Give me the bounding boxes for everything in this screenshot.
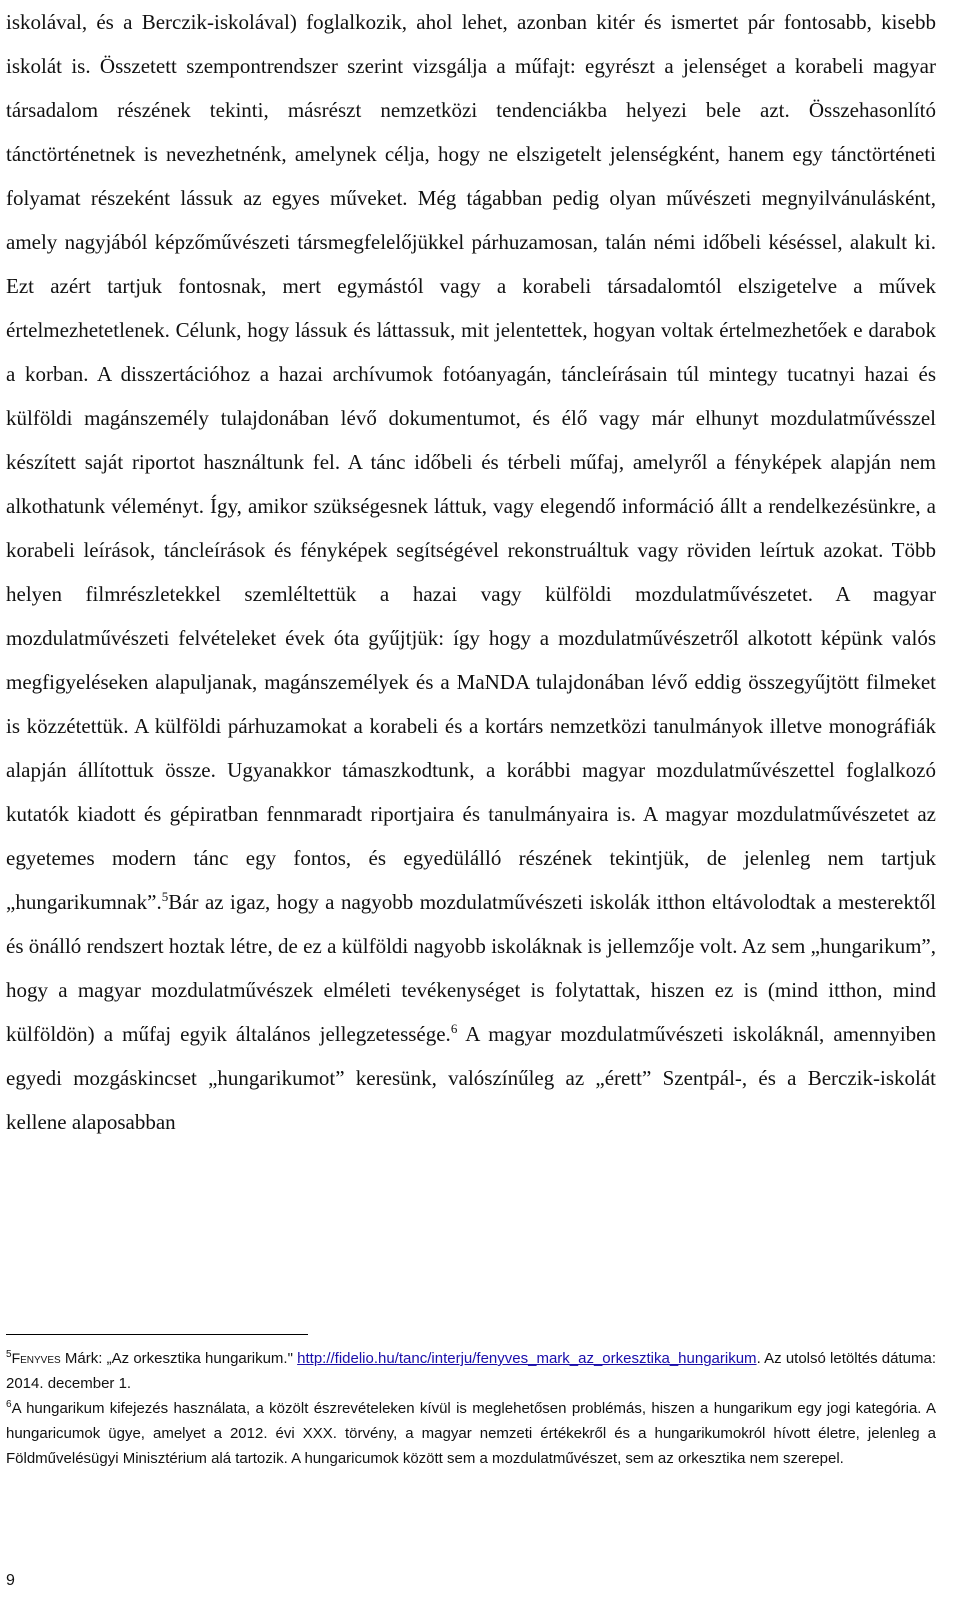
footnote-link[interactable]: http://fidelio.hu/tanc/interju/fenyves_mark_az_orkesztika_hungarikum <box>297 1350 757 1367</box>
footnotes <box>6 1346 936 1471</box>
page-number: 9 <box>6 1572 15 1589</box>
footnote-text: Márk: „Az orkesztika hungarikum." <box>60 1350 293 1367</box>
footnote-text: A hungarikum kifejezés használata, a közölt észrevételeken kívül is meglehetősen problémás, hiszen a hungarikum egy jogi kategória. A hungaricumok ügye, amelyet a 2012. évi XXX. törvény, a magyar nemzeti értékekről és a hungarikumokról hívott életre, jelenleg a Földművelésügyi Minisztérium alá tartozik. A hungaricumok között sem a mozdulatművészet, sem az orkesztika nem szerepel. <box>6 1400 936 1467</box>
footnote-number: 6 <box>6 1399 12 1410</box>
body-text-part-2: Bár az igaz, hogy a nagyobb mozdulatművészeti iskolák itthon eltávolodtak a mesterektől és önálló rendszert hoztak létre, de ez a külföldi nagyobb iskoláknak is jellemzője volt. Az sem „hungarikum”, hogy a magyar mozdulatművészek elméleti tevékenységet is folytattak, hiszen ez is (mind itthon, mind külföldön) a műfaj egyik általános jellegzetessége. <box>6 890 936 1046</box>
footnote-ref-6[interactable]: 6 <box>450 1021 458 1036</box>
footnote-6 <box>6 1396 936 1471</box>
footnote-ref-5[interactable]: 5 <box>161 889 169 904</box>
body-text-part-1: iskolával, és a Berczik-iskolával) foglalkozik, ahol lehet, azonban kitér és ismertet pár fontosabb, kisebb iskolát is. Összetett szempontrendszer szerint vizsgálja a műfajt: egyrészt a jelenséget a korabeli magyar társadalom részének tekinti, másrészt nemzetközi tendenciákba helyezi bele azt. Összehasonlító tánctörténetnek is nevezhetnénk, amelynek célja, hogy ne elszigetelt jelenségként, hanem egy tánctörténeti folyamat részeként lássuk az egyes műveket. Még tágabban pedig olyan művészeti megnyilvánulásként, amely nagyjából képzőművészeti társmegfelelőjükkel párhuzamosan, talán némi időbeli késéssel, alakult ki. Ezt azért tartjuk fontosnak, mert egymástól vagy a korabeli társadalomtól elszigetelve a művek értelmezhetetlenek. Célunk, hogy lássuk és láttassuk, mit jelentettek, hogyan voltak értelmezhetőek e darabok a korban. A disszertációhoz a hazai archívumok fotóanyagán, táncleírásain túl mintegy tucatnyi hazai és külföldi magánszemély tulajdonában lévő dokumentumot, és élő vagy már elhunyt mozdulatművésszel készített saját riportot használtunk fel. A tánc időbeli és térbeli műfaj, amelyről a fényképek alapján nem alkothatunk véleményt. Így, amikor szükségesnek láttuk, vagy elegendő információ állt a rendelkezésünkre, a korabeli leírások, táncleírások és fényképek segítségével rekonstruáltuk vagy röviden leírtuk azokat. Több helyen filmrészletekkel szemléltettük a hazai vagy külföldi mozdulatművészetet. A magyar mozdulatművészeti felvételeket évek óta gyűjtjük: így hogy a mozdulatművészetről alkotott képünk valós megfigyeléseken alapuljanak, magánszemélyek és a MaNDA tulajdonában lévő eddig összegyűjtött filmeket is közzétettük. A külföldi párhuzamokat a korabeli és a kortárs nemzetközi tanulmányok illetve monográfiák alapján állítottuk össze. Ugyanakkor támaszkodtunk, a korábbi magyar mozdulatművészettel foglalkozó kutatók kiadott és gépiratban fennmaradt riportjaira és tanulmányaira is. A magyar mozdulatművészetet az egyetemes modern tánc egy fontos, és egyedülálló részének tekintjük, de jelenleg nem tartjuk „hungarikumnak”. <box>6 10 936 914</box>
body-paragraph <box>6 0 936 1144</box>
footnote-5 <box>6 1346 936 1396</box>
footnote-separator <box>6 1334 308 1335</box>
body-text-part-3: A magyar mozdulatművészeti iskoláknál, amennyiben egyedi mozgáskincset „hungarikumot” keresünk, valószínűleg az „érett” Szentpál-, és a Berczik-iskolát kellene alaposabban <box>6 1022 936 1134</box>
footnote-number: 5 <box>6 1349 12 1360</box>
footnote-author: Fenyves <box>11 1350 61 1366</box>
footnote-text-after-link: . Az utolsó letöltés dátuma: 2014. december 1. <box>6 1350 936 1392</box>
